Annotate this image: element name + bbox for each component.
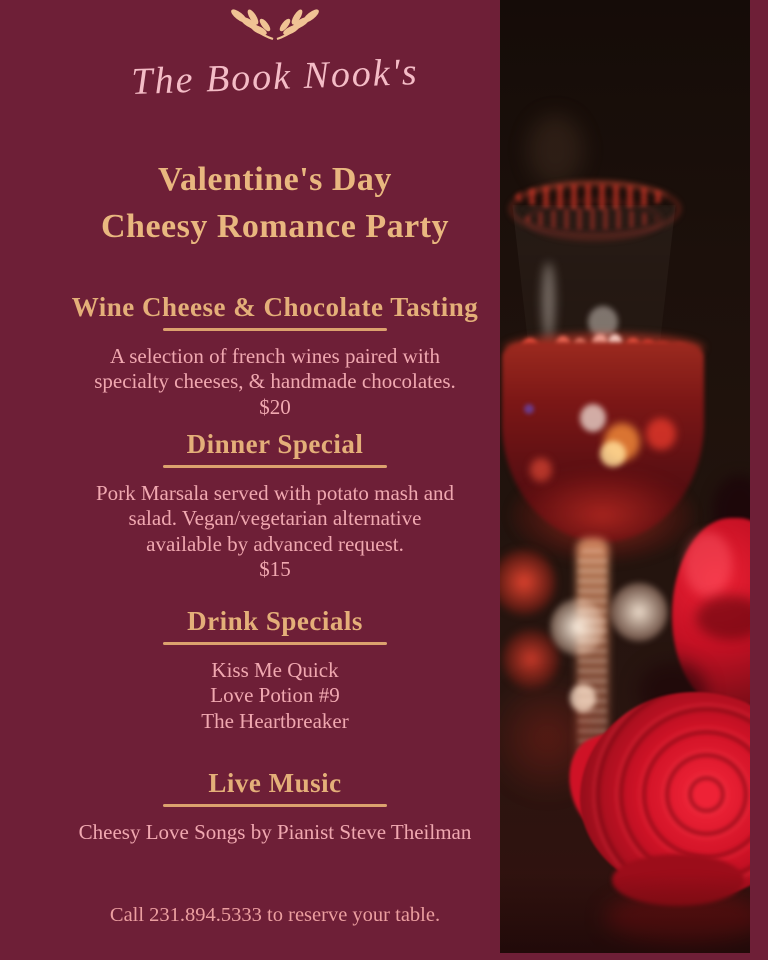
event-title	[0, 156, 550, 250]
drink-item: Kiss Me Quick	[211, 658, 339, 682]
wine-glass-and-roses-photo	[500, 0, 750, 953]
glass-highlight	[542, 262, 555, 340]
heading-underline	[163, 804, 387, 807]
bokeh-light	[528, 115, 583, 185]
reservation-note: Call 231.894.5333 to reserve your table.	[109, 904, 441, 926]
section-body-line: salad. Vegan/vegetarian alternative	[128, 506, 422, 531]
section-live-music	[0, 768, 550, 845]
drink-item: The Heartbreaker	[201, 708, 349, 733]
price-label: $20	[259, 394, 291, 419]
laurel-branches-svg	[219, 7, 331, 43]
rose-petal-highlight	[684, 532, 732, 596]
section-heading: Dinner Special	[186, 429, 364, 459]
section-body-line: Cheesy Love Songs by Pianist Steve Theilman	[78, 820, 472, 844]
bokeh-light	[500, 548, 556, 616]
section-heading: Drink Specials	[187, 606, 363, 636]
section-drink-specials	[0, 606, 550, 734]
bokeh-light	[580, 404, 606, 432]
heading-underline	[163, 642, 387, 645]
event-title-line-1: Valentine's Day	[158, 161, 392, 198]
price-label: $15	[259, 557, 291, 582]
bokeh-light	[646, 418, 676, 450]
event-title-line-2: Cheesy Romance Party	[100, 208, 450, 245]
bokeh-light	[610, 582, 668, 642]
heading-underline	[163, 465, 387, 468]
table-shadow	[500, 873, 750, 953]
section-body-line: A selection of french wines paired with	[109, 344, 441, 368]
section-heading: Live Music	[208, 768, 342, 798]
heading-underline	[163, 328, 387, 331]
section-wine-cheese-chocolate-tasting	[0, 292, 550, 420]
bokeh-light	[600, 441, 626, 467]
section-body-line: specialty cheeses, & handmade chocolates.	[94, 369, 456, 394]
section-heading: Wine Cheese & Chocolate Tasting	[71, 292, 479, 322]
section-body-line: Pork Marsala served with potato mash and	[95, 481, 455, 505]
section-dinner-special	[0, 429, 550, 583]
bokeh-light	[550, 598, 605, 656]
brand-script-name: The Book Nook's	[130, 51, 420, 103]
drink-item: Love Potion #9	[210, 683, 340, 708]
section-body-line: available by advanced request.	[146, 531, 404, 556]
bokeh-light	[570, 684, 596, 712]
bokeh-light	[524, 404, 534, 414]
